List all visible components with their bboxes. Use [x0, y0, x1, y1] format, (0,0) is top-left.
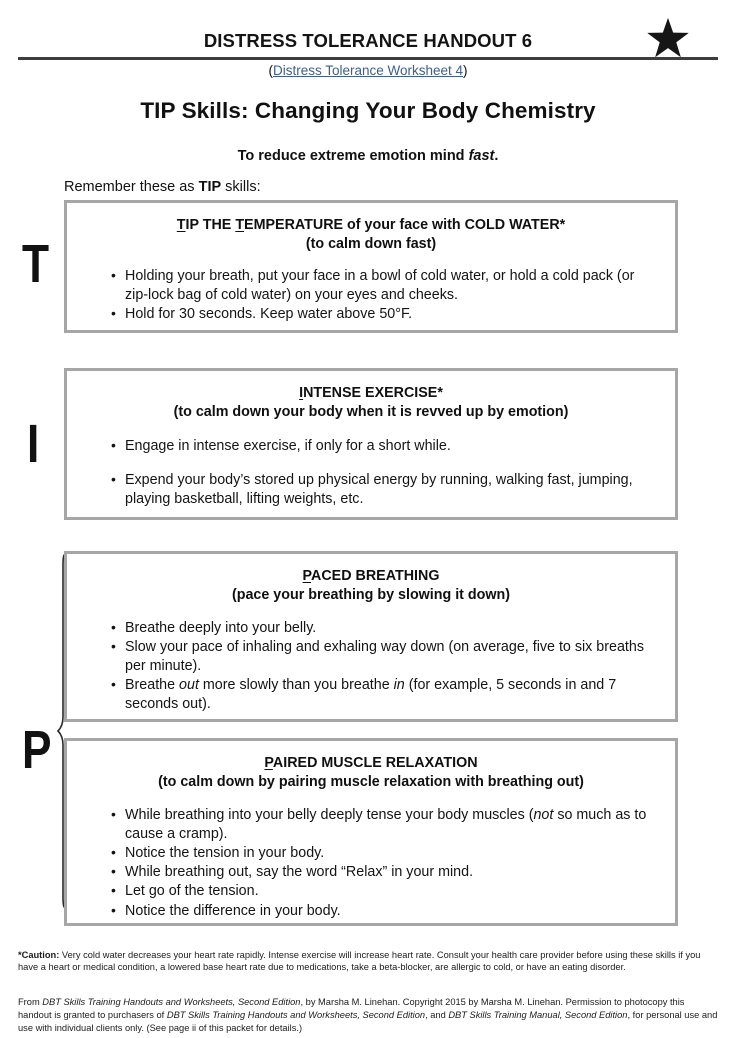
- paren-close: ): [463, 63, 468, 78]
- skill-bullets-temperature: [67, 267, 675, 324]
- list-item: • Let go of the tension.: [111, 882, 653, 901]
- list-item: • Hold for 30 seconds. Keep water above 50°F.: [111, 305, 653, 324]
- skill-heading-intense-exercise: [67, 384, 675, 422]
- copyright-part-3: , and: [425, 1009, 449, 1020]
- heading-text-part-1: AIRED MUSCLE RELAXATION: [272, 755, 478, 771]
- remember-post: skills:: [221, 179, 261, 195]
- skill-bullets-paced-breathing: [67, 619, 675, 715]
- remember-instruction: [64, 179, 261, 195]
- skill-subheading-paired-muscle-relaxation: (to calm down by pairing muscle relaxation with breathing out): [158, 773, 584, 790]
- list-item: • Breathe deeply into your belly.: [111, 619, 653, 638]
- acronym-letter-i: I: [27, 414, 40, 474]
- paren-open: (: [268, 63, 273, 78]
- skill-box-paced-breathing: [64, 551, 678, 722]
- heading-underlined-letter: T: [176, 217, 186, 233]
- copyright-title-3: DBT Skills Training Manual, Second Edition: [448, 1009, 628, 1020]
- copyright-title-2: DBT Skills Training Handouts and Worksheets, Second Edition: [166, 1009, 426, 1020]
- list-item: • Holding your breath, put your face in a bowl of cold water, or hold a cold pack (or zip-lock bag of cold water) on your eyes and cheeks.: [111, 267, 653, 305]
- subtitle-emphasis: fast: [468, 148, 495, 164]
- copyright-title-1: DBT Skills Training Handouts and Worksheets, Second Edition: [42, 997, 301, 1007]
- caution-footnote: [18, 949, 718, 974]
- heading-text-part-1: ACED BREATHING: [311, 568, 440, 584]
- remember-acronym: TIP: [198, 179, 222, 195]
- header-divider: [18, 57, 718, 60]
- heading-underlined-letter-2: T: [235, 217, 245, 233]
- handout-title: DISTRESS TOLERANCE HANDOUT 6: [203, 30, 533, 51]
- copyright-part-1: From: [18, 997, 43, 1007]
- worksheet-link[interactable]: Distress Tolerance Worksheet 4: [272, 63, 464, 78]
- caution-label: *Caution:: [18, 950, 60, 960]
- list-item: • Notice the difference in your body.: [111, 902, 653, 921]
- skill-heading-paired-muscle-relaxation: [67, 754, 675, 792]
- heading-underlined-letter: P: [302, 568, 312, 584]
- page-title: TIP Skills: Changing Your Body Chemistry: [140, 98, 596, 123]
- page-subtitle: [0, 148, 736, 164]
- skill-box-temperature: [64, 200, 678, 333]
- list-item: • While breathing out, say the word “Relax” in your mind.: [111, 863, 653, 882]
- star-icon: [646, 17, 690, 59]
- subtitle-text-pre: To reduce extreme emotion mind: [237, 148, 469, 164]
- skill-box-intense-exercise: [64, 368, 678, 520]
- subtitle-text-post: .: [494, 148, 499, 164]
- copyright-part-2: , by Marsha M. Linehan. Copyright 2015 by Marsha M. Linehan. Permission to photocopy this handout is granted to purchasers of: [18, 997, 685, 1020]
- skill-heading-temperature: [67, 216, 675, 254]
- skill-box-paired-muscle-relaxation: [64, 738, 678, 926]
- list-item: • Breathe out more slowly than you breathe in (for example, 5 seconds in and 7 seconds out).: [111, 676, 653, 714]
- emphasis-out: out: [179, 677, 199, 694]
- copyright-notice: [18, 996, 718, 1034]
- emphasis-not: not: [533, 806, 554, 823]
- skill-heading-paced-breathing: [67, 567, 675, 605]
- acronym-letter-p: P: [22, 720, 52, 780]
- page-header: [0, 0, 736, 86]
- heading-underlined-letter: P: [264, 755, 273, 771]
- emphasis-in: in: [393, 677, 405, 694]
- acronym-letter-t: T: [22, 234, 50, 294]
- heading-text-part-1: NTENSE EXERCISE*: [303, 385, 443, 401]
- heading-text-part-2: EMPERATURE of your face with COLD WATER*: [244, 217, 566, 233]
- remember-pre: Remember these as: [64, 179, 199, 195]
- list-item: • Notice the tension in your body.: [111, 844, 653, 863]
- skill-subheading-intense-exercise: (to calm down your body when it is revved up by emotion): [173, 403, 569, 420]
- skill-subheading-temperature: (to calm down fast): [305, 235, 437, 252]
- skill-subheading-paced-breathing: (pace your breathing by slowing it down): [231, 586, 510, 603]
- skill-bullets-intense-exercise: [67, 437, 675, 509]
- skill-bullets-paired-muscle-relaxation: [67, 806, 675, 921]
- list-item: • Expend your body’s stored up physical energy by running, walking fast, jumping, playing basketball, lifting weights, etc.: [111, 471, 653, 509]
- copyright-part-4: , for personal use and use with individual clients only. (See page ii of this packet for details.): [18, 1009, 718, 1033]
- heading-text-part-1: IP THE: [185, 217, 236, 233]
- list-item: • While breathing into your belly deeply tense your body muscles (not so much as to cause a cramp).: [111, 806, 653, 844]
- list-item: • Slow your pace of inhaling and exhaling way down (on average, five to six breaths per minute).: [111, 638, 653, 676]
- list-item: • Engage in intense exercise, if only for a short while.: [111, 437, 653, 456]
- heading-underlined-letter: I: [299, 385, 304, 401]
- worksheet-reference: [0, 63, 736, 78]
- caution-text: Very cold water decreases your heart rate rapidly. Intense exercise will increase heart rate. Consult your health care provider before using these skills if you have a heart or medical condition, a lowered base heart rate due to medications, take a beta-blocker, are allergic to cold, or have an eating disorder.: [18, 950, 701, 973]
